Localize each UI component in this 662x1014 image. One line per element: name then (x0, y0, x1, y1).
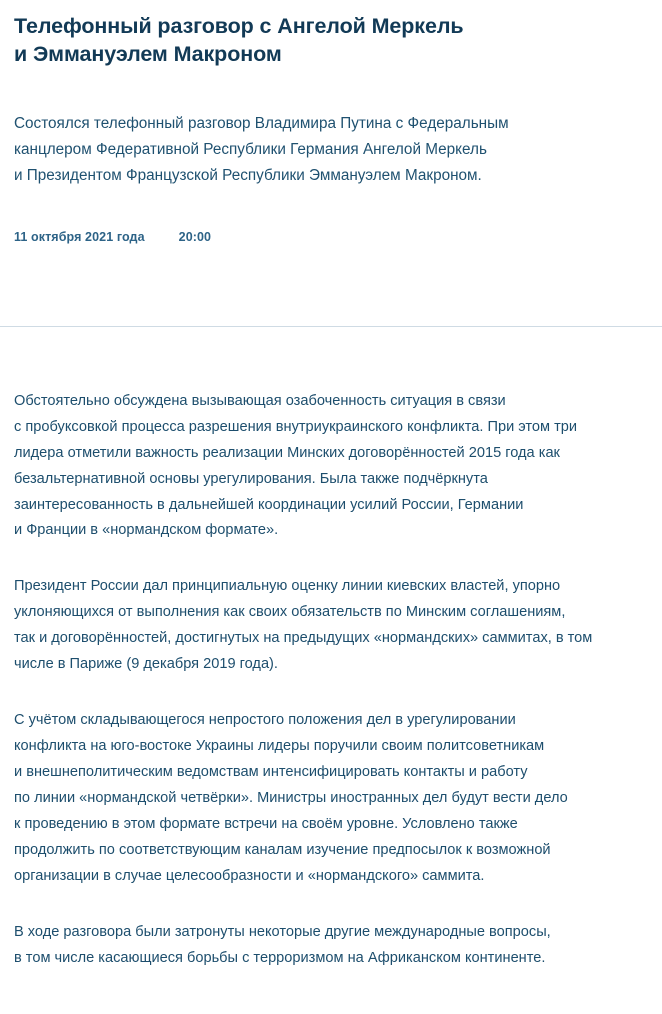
paragraph-line: продолжить по соответствующим каналам изучение предпосылок к возможной (14, 842, 551, 859)
paragraph-line: организации в случае целесообразности и «нормандского» саммита. (14, 868, 485, 885)
paragraph-line: в том числе касающиеся борьбы с терроризмом на Африканском континенте. (14, 950, 546, 967)
paragraph-line: к проведению в этом формате встречи на своём уровне. Условлено также (14, 816, 518, 833)
paragraph-line: так и договорённостей, достигнутых на предыдущих «нормандских» саммитах, в том (14, 630, 593, 647)
paragraph-line: и Франции в «нормандском формате». (14, 522, 279, 539)
paragraph-line: Президент России дал принципиальную оценку линии киевских властей, упорно (14, 578, 561, 595)
page-title-line-1: Телефонный разговор с Ангелой Меркель (14, 14, 464, 38)
article-lead-line-3: и Президентом Французской Республики Эммануэлем Макроном. (14, 167, 482, 185)
article-lead-line-2: канцлером Федеративной Республики Германия Ангелой Меркель (14, 141, 487, 159)
article-paragraph (14, 389, 648, 545)
article-meta (14, 190, 648, 244)
article-lead (14, 69, 648, 190)
divider-wrapper (14, 244, 648, 327)
paragraph-line: Обстоятельно обсуждена вызывающая озабоченность ситуация в связи (14, 392, 506, 409)
paragraph-line: числе в Париже (9 декабря 2019 года). (14, 656, 278, 673)
article-body (14, 327, 648, 992)
article-lead-line-1: Состоялся телефонный разговор Владимира Путина с Федеральным (14, 114, 509, 132)
paragraph-line: безальтернативной основы урегулирования. Была также подчёркнута (14, 470, 488, 487)
publication-date: 11 октября 2021 года (14, 229, 145, 244)
paragraph-line: с пробуксовкой процесса разрешения внутриукраинского конфликта. При этом три (14, 418, 578, 435)
article-paragraph (14, 574, 648, 678)
article-paragraph (14, 708, 648, 890)
paragraph-line: и внешнеполитическим ведомствам интенсифицировать контакты и работу (14, 764, 528, 781)
page-title (14, 0, 648, 69)
article-paragraph (14, 920, 648, 972)
publication-time: 20:00 (178, 229, 212, 244)
paragraph-line: заинтересованность в дальнейшей координации усилий России, Германии (14, 496, 524, 513)
paragraph-line: по линии «нормандской четвёрки». Министры иностранных дел будут вести дело (14, 790, 568, 807)
paragraph-line: С учётом складывающегося непростого положения дел в урегулировании (14, 712, 516, 729)
page-title-line-2: и Эммануэлем Макроном (14, 42, 282, 67)
paragraph-line: уклоняющихся от выполнения как своих обязательств по Минским соглашениям, (14, 604, 566, 621)
paragraph-line: лидера отметили важность реализации Минских договорённостей 2015 года как (14, 444, 560, 461)
paragraph-line: В ходе разговора были затронуты некоторые другие международные вопросы, (14, 924, 551, 941)
paragraph-line: конфликта на юго-востоке Украины лидеры поручили своим политсоветникам (14, 738, 545, 755)
